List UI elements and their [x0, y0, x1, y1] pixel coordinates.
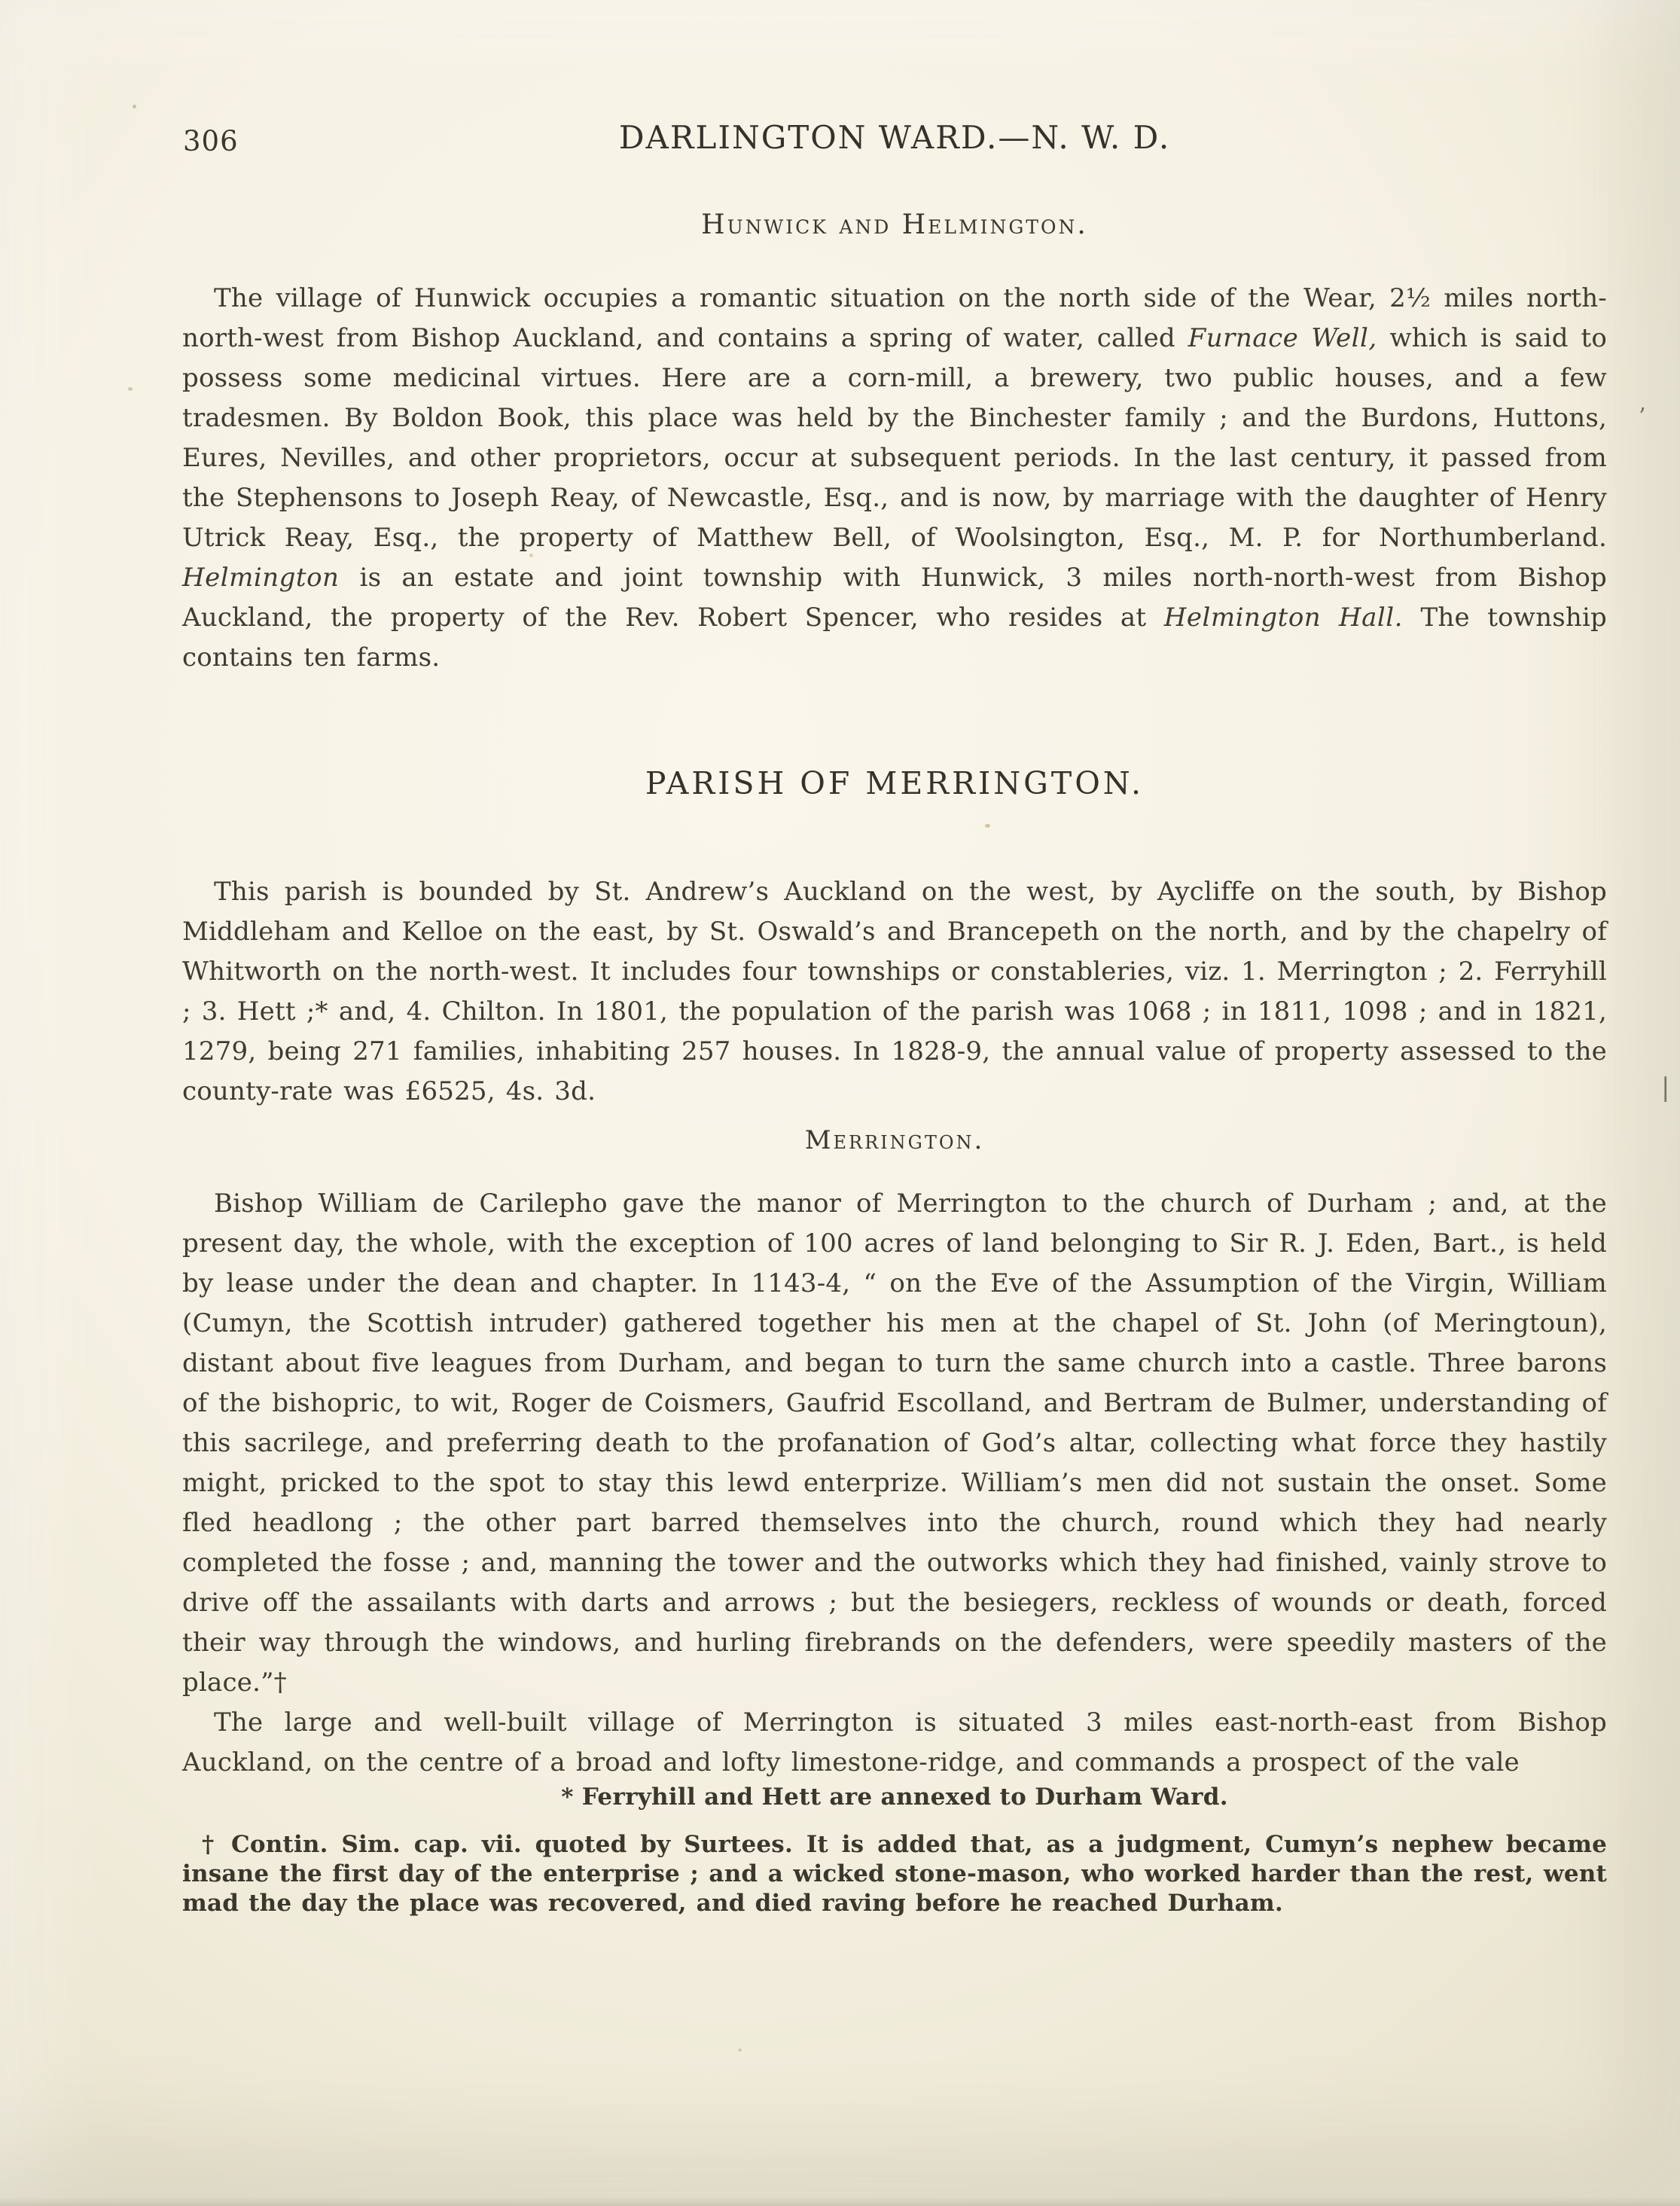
paragraph-parish-intro: This parish is bounded by St. Andrew’s Auckland on the west, by Aycliffe on the south, by Bishop Middleham and Kelloe on the east, by St. Oswald’s and Brancepeth on the north, and by the chapelry of Whitworth on the north-west. It includes four townships or constableries, viz. 1. Merrington ; 2. Ferryhill ; 3. Hett ;* and, 4. Chilton. In 1801, the population of the parish was 1068 ; in 1811, 1098 ; and in 1821, 1279, being 271 families, inhabiting 257 houses. In 1828-9, the annual value of property assessed to the county-rate was £6525, 4s. 3d.	[182, 877, 1607, 1106]
scan-artifact-bar-mark: |	[1661, 1072, 1670, 1103]
paper-speck	[985, 824, 990, 828]
running-header: DARLINGTON WARD.—N. W. D.	[618, 119, 1171, 156]
paper-speck	[128, 387, 133, 391]
paper-speck	[738, 2049, 742, 2052]
section-heading-merrington: Merrington.	[804, 1125, 985, 1155]
scan-bottom-edge	[0, 2197, 1680, 2206]
section-heading-parish: PARISH OF MERRINGTON.	[645, 765, 1145, 801]
page-number: 306	[183, 125, 239, 157]
scan-artifact-quote-mark: ’	[1639, 404, 1646, 430]
paragraph-hunwick: The village of Hunwick occupies a romantic situation on the north side of the Wear, 2½ miles north-north-west from Bishop Auckland, and contains a spring of water, called Furnace Well, which is said to possess some medicinal virtues. Here are a corn-mill, a brewery, two public houses, and a few tradesmen. By Boldon Book, this place was held by the Binchester family ; and the Burdons, Huttons, Eures, Nevilles, and other proprietors, occur at subsequent periods. In the last century, it passed from the Stephensons to Joseph Reay, of Newcastle, Esq., and is now, by marriage with the daughter of Henry Utrick Reay, Esq., the property of Matthew Bell, of Woolsington, Esq., M. P. for Northumberland. Helmington is an estate and joint township with Hunwick, 3 miles north-north-west from Bishop Auckland, the property of the Rev. Robert Spencer, who resides at Helmington Hall. The township contains ten farms.	[182, 283, 1607, 673]
paragraph-merrington-village: The large and well-built village of Merrington is situated 3 miles east-north-east from Bishop Auckland, on the centre of a broad and lofty limestone-ridge, and commands a prospect of the vale	[182, 1707, 1607, 1777]
footnote-ferryhill: * Ferryhill and Hett are annexed to Durham Ward.	[561, 1783, 1228, 1811]
footnote-contin: † Contin. Sim. cap. vii. quoted by Surtees. It is added that, as a judgment, Cumyn’s nephew became insane the first day of the enterprise ; and a wicked stone-mason, who worked harder than the rest, went mad the day the place was recovered, and died raving before he reached Durham.	[182, 1831, 1607, 1917]
merrington-body	[182, 1184, 1607, 1783]
paragraph-merrington-history: Bishop William de Carilepho gave the manor of Merrington to the church of Durham ; and, at the present day, the whole, with the exception of 100 acres of land belonging to Sir R. J. Eden, Bart., is held by lease under the dean and chapter. In 1143-4, “ on the Eve of the Assumption of the Virgin, William (Cumyn, the Scottish intruder) gathered together his men at the chapel of St. John (of Meringtoun), distant about five leagues from Durham, and began to turn the same church into a castle. Three barons of the bishopric, to wit, Roger de Coismers, Gaufrid Escolland, and Bertram de Bulmer, understanding of this sacrilege, and preferring death to the profanation of God’s altar, collecting what force they hastily might, pricked to the spot to stay this lewd enterprize. William’s men did not sustain the onset. Some fled headlong ; the other part barred themselves into the church, round which they had nearly completed the fosse ; and, manning the tower and the outworks which they had finished, vainly strove to drive off the assailants with darts and arrows ; but the besiegers, reckless of wounds or death, forced their way through the windows, and hurling firebrands on the defenders, were speedily masters of the place.”†	[182, 1188, 1607, 1698]
paper-speck	[133, 105, 136, 108]
section-heading-hunwick: Hunwick and Helmington.	[701, 209, 1088, 240]
